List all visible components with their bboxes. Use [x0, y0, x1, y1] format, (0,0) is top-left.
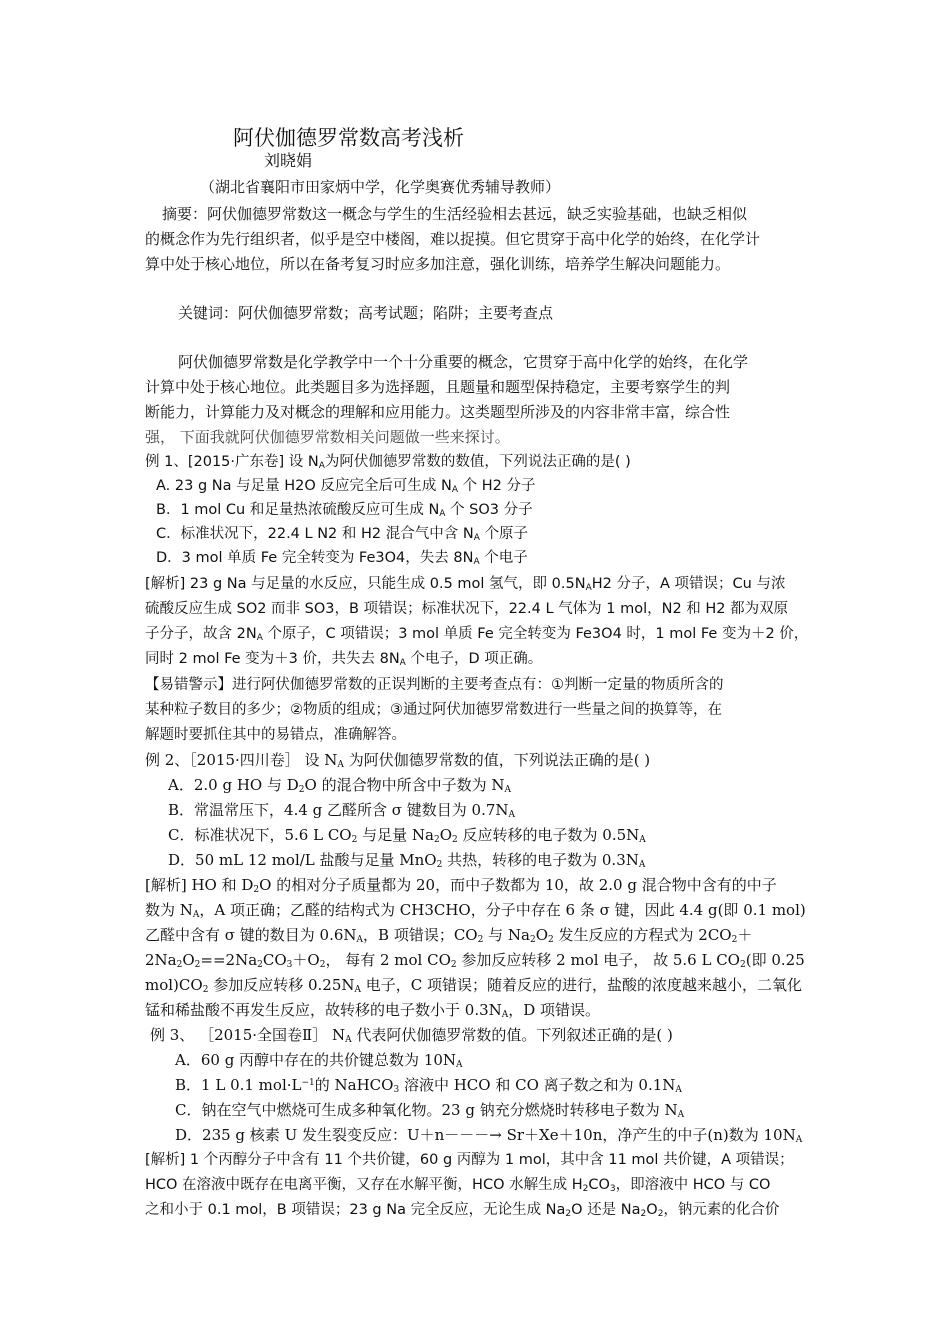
text-run: 子分子，故含 2N [145, 626, 257, 642]
text-run: 硫酸反应生成 SO2 而非 SO3，B 项错误；标准状况下，22.4 L 气体为 1 mol，N2 和 H2 都为双原 [145, 601, 789, 617]
text-run: B．1 mol Cu 和足量热浓硫酸反应可生成 N [156, 502, 440, 518]
subscript: 2 [548, 935, 554, 945]
subscript: A [508, 810, 516, 820]
subscript: 2 [176, 960, 183, 970]
abstract-line: 的概念作为先行组织者，似乎是空中楼阁，难以捉摸。但它贯穿于高中化学的始终，在化学计 [145, 230, 761, 248]
text-run: 反应转移的电子数为 0.5N [457, 826, 640, 844]
text-run: 与 Na [483, 926, 530, 944]
text-run: 锰和稀盐酸不再发生反应，故转移的电子数小于 0.3N [145, 1001, 502, 1019]
superscript: −1 [301, 1078, 315, 1088]
subscript: 2 [739, 960, 746, 970]
example-1-analysis-line [145, 573, 785, 595]
subscript: A [356, 935, 364, 945]
example-2-option-d [168, 849, 645, 871]
example-2-question [145, 749, 650, 771]
example-1-option-d [156, 547, 528, 569]
text-run: 个电子，D 项正确。 [405, 651, 543, 667]
intro-paragraph-line: 断能力，计算能力及对概念的理解和应用能力。这类题型所涉及的内容非常丰富，综合性 [145, 403, 731, 421]
subscript: 3 [393, 1085, 400, 1095]
text-run: 乙醛中含有 σ 键的数目为 0.6N [145, 926, 357, 944]
example-3-option-a [175, 1049, 463, 1071]
example-3-analysis-line [145, 1149, 794, 1171]
example-1-analysis-line [145, 598, 788, 620]
text-run: O 的混合物中所含中子数为 N [304, 776, 505, 794]
text-run: C．标准状况下，22.4 L N2 和 H2 混合气中含 N [156, 526, 474, 542]
text-run: 为阿伏伽德罗常数的数值，下列说法正确的是( ) [324, 454, 631, 470]
subscript: 2 [477, 935, 484, 945]
text-run: O 的相对分子质量都为 20，而中子数都为 10，故 2.0 g 混合物中含有的中子 [259, 876, 777, 894]
subscript: 2 [657, 1209, 664, 1219]
example-2-analysis-line [145, 874, 777, 896]
subscript: 2 [433, 835, 440, 845]
subscript: A [345, 1035, 352, 1045]
subscript: 2 [257, 960, 263, 970]
text-run: 代表阿伏伽德罗常数的值。下列叙述正确的是( ) [351, 1026, 673, 1044]
subscript: 2 [194, 960, 201, 970]
subscript: 2 [529, 935, 536, 945]
subscript: 2 [202, 985, 209, 995]
example-1-option-b [156, 499, 533, 521]
subscript: A [473, 557, 480, 567]
subscript: A [456, 1060, 463, 1070]
example-3-analysis-line [145, 1174, 770, 1196]
subscript: A [337, 760, 344, 770]
example-1-question [145, 451, 631, 473]
text-run: A．60 g 丙醇中存在的共价键总数为 10N [175, 1051, 457, 1069]
text-run: D．50 mL 12 mol/L 盐酸与足量 MnO [168, 851, 437, 869]
example-1-analysis-line [145, 623, 808, 645]
text-run: 例 3、 ［2015·全国卷Ⅱ］ N [150, 1026, 346, 1044]
example-2-analysis-line [145, 899, 806, 921]
text-run: 之和小于 0.1 mol，B 项错误；23 g Na 完全反应，无论生成 Na [145, 1202, 566, 1218]
text-run: 个原子 [479, 526, 528, 542]
text-run: CO [262, 951, 287, 969]
keywords: 关键词：阿伏伽德罗常数；高考试题；陷阱；主要考查点 [178, 304, 554, 322]
text-run: ＋O [292, 951, 320, 969]
text-run: 个电子 [479, 550, 528, 566]
subscript: 2 [731, 935, 738, 945]
text-run: 与足量 Na [357, 826, 434, 844]
error-warning-line: 解题时要抓住其中的易错点，准确解答。 [145, 727, 406, 743]
text-run: B．1 L 0.1 mol·L [175, 1076, 302, 1094]
subscript: 2 [565, 1209, 572, 1219]
error-warning-line: 【易错警示】进行阿伏伽德罗常数的正误判断的主要考查点有：①判断一定量的物质所含的 [145, 677, 724, 693]
example-3-option-d [175, 1124, 802, 1146]
subscript: 2 [450, 960, 457, 970]
text-run: [解析] 1 个丙醇分子中含有 11 个共价键，60 g 丙醇为 1 mol，其中含 11 mol 共价键，A 项错误； [145, 1152, 794, 1168]
subscript: A [439, 509, 446, 519]
subscript: 2 [319, 960, 326, 970]
subscript: A [501, 1010, 509, 1020]
text-run: (即 0.25 [745, 951, 805, 969]
abstract-line: 算中处于核心地位，所以在备考复习时应多加注意，强化训练，培养学生解决问题能力。 [145, 255, 731, 273]
text-run: 2Na [145, 951, 177, 969]
text-run: 参加反应转移 2 mol 电子， 故 5.6 L CO [456, 951, 740, 969]
text-run: D．3 mol 单质 Fe 完全转变为 Fe3O4，失去 8N [156, 550, 474, 566]
example-3-question [150, 1024, 673, 1046]
text-run: mol)CO [145, 976, 203, 994]
subscript: A [639, 835, 646, 845]
example-1-option-a [156, 475, 535, 497]
text-run: 溶液中 HCO 和 CO 离子数之和为 0.1N [399, 1076, 676, 1094]
text-run: 例 1、[2015·广东卷] 设 N [145, 454, 319, 470]
subscript: 2 [253, 885, 260, 895]
text-run: ，A 项正确；乙醛的结构式为 CH3CHO，分子中存在 6 条 σ 键，因此 4.4 g(即 0.1 mol) [199, 901, 806, 919]
text-run: [解析] HO 和 D [145, 876, 254, 894]
subscript: 3 [286, 960, 293, 970]
subscript: A [399, 658, 406, 668]
text-run: H2 分子，A 项错误；Cu 与浓 [591, 576, 786, 592]
subscript: 2 [436, 860, 443, 870]
example-2-option-b [168, 799, 515, 821]
example-2-analysis-line [145, 949, 805, 971]
text-run: 电子，C 项错误；随着反应的进行，盐酸的浓度越来越小，二氧化 [360, 976, 803, 994]
author-affiliation: （湖北省襄阳市田家炳中学，化学奥赛优秀辅导教师） [200, 178, 561, 196]
subscript: A [638, 860, 646, 870]
text-run: ，钠元素的化合价 [663, 1202, 780, 1218]
text-run: 的 NaHCO [314, 1076, 394, 1094]
example-2-option-a [168, 774, 511, 796]
intro-paragraph-line: 计算中处于核心地位。此类题目多为选择题，且题量和题型保持稳定，主要考察学生的判 [145, 378, 731, 396]
text-run: 发生反应的方程式为 2CO [553, 926, 732, 944]
text-run: B．常温常压下，4.4 g 乙醛所含 σ 键数目为 0.7N [168, 801, 509, 819]
text-run: O [535, 926, 548, 944]
subscript: A [354, 985, 361, 995]
subscript: A [473, 533, 480, 543]
example-2-option-c [168, 824, 646, 846]
text-run: ，D 项错误。 [508, 1001, 601, 1019]
text-run: CO [588, 1177, 610, 1193]
subscript: A [675, 1085, 682, 1095]
text-run: ==2Na [200, 951, 258, 969]
text-run: 例 2、［2015·四川卷］ 设 N [145, 751, 338, 769]
text-run: 共热，转移的电子数为 0.3N [442, 851, 639, 869]
example-1-option-c [156, 523, 528, 545]
subscript: A [318, 461, 325, 471]
text-run: O [646, 1202, 658, 1218]
text-run: 为阿伏伽德罗常数的值，下列说法正确的是( ) [343, 751, 651, 769]
text-run: 参加反应转移 0.25N [208, 976, 355, 994]
text-run: 个 H2 分子 [457, 478, 536, 494]
example-3-option-c [175, 1099, 684, 1121]
text-run: ＋ [737, 926, 753, 944]
subscript: 2 [452, 835, 458, 845]
subscript: A [504, 785, 511, 795]
subscript: A [585, 583, 592, 593]
example-2-analysis-line [145, 999, 600, 1021]
intro-paragraph-line: 强， 下面我就阿伏伽德罗常数相关问题做一些来探讨。 [145, 428, 510, 446]
text-run: ， 每有 2 mol CO [325, 951, 451, 969]
subscript: A [677, 1110, 685, 1120]
subscript: A [795, 1135, 803, 1145]
example-3-analysis-line [145, 1199, 779, 1221]
text-run: O 还是 Na [571, 1202, 641, 1218]
document-title: 阿伏伽德罗常数高考浅析 [233, 126, 464, 150]
subscript: 2 [351, 835, 358, 845]
text-run: 同时 2 mol Fe 变为＋3 价，共失去 8N [145, 651, 400, 667]
text-run: 个原子，C 项错误；3 mol 单质 Fe 完全转变为 Fe3O4 时，1 mol Fe 变为＋2 价， [262, 626, 809, 642]
subscript: A [192, 910, 200, 920]
text-run: A. 23 g Na 与足量 H2O 反应完全后可生成 N [156, 478, 452, 494]
example-1-analysis-line [145, 648, 542, 670]
text-run: O [182, 951, 195, 969]
subscript: 2 [298, 785, 305, 795]
text-run: O [439, 826, 452, 844]
text-run: C．钠在空气中燃烧可生成多种氧化物。23 g 钠充分燃烧时转移电子数为 N [175, 1101, 678, 1119]
text-run: [解析] 23 g Na 与足量的水反应，只能生成 0.5 mol 氢气，即 0.5N [145, 576, 586, 592]
example-2-analysis-line [145, 974, 802, 996]
text-run: C．标准状况下，5.6 L CO [168, 826, 352, 844]
subscript: 2 [640, 1209, 647, 1219]
subscript: A [256, 633, 263, 643]
example-2-analysis-line [145, 924, 752, 946]
text-run: D．235 g 核素 U 发生裂变反应：U＋n－－－→ Sr＋Xe＋10n，净产生的中子(n)数为 10N [175, 1126, 796, 1144]
text-run: A．2.0 g HO 与 D [168, 776, 299, 794]
text-run: ，即溶液中 HCO 与 CO [615, 1177, 771, 1193]
subscript: 3 [609, 1184, 616, 1194]
intro-paragraph-line: 阿伏伽德罗常数是化学教学中一个十分重要的概念，它贯穿于高中化学的始终，在化学 [178, 353, 749, 371]
abstract-line: 摘要：阿伏伽德罗常数这一概念与学生的生活经验相去甚远，缺乏实验基础，也缺乏相似 [162, 205, 748, 223]
error-warning-line: 某种粒子数目的多少；②物质的组成；③通过阿伏加德罗常数进行一些量之间的换算等，在 [145, 702, 722, 718]
example-3-option-b [175, 1074, 682, 1096]
subscript: 2 [582, 1184, 589, 1194]
text-run: ，B 项错误；CO [363, 926, 478, 944]
text-run: HCO 在溶液中既存在电离平衡，又存在水解平衡，HCO 水解生成 H [145, 1177, 583, 1193]
author-name: 刘晓娟 [264, 151, 313, 170]
text-run: 数为 N [145, 901, 193, 919]
subscript: A [451, 485, 458, 495]
text-run: 个 SO3 分子 [445, 502, 533, 518]
